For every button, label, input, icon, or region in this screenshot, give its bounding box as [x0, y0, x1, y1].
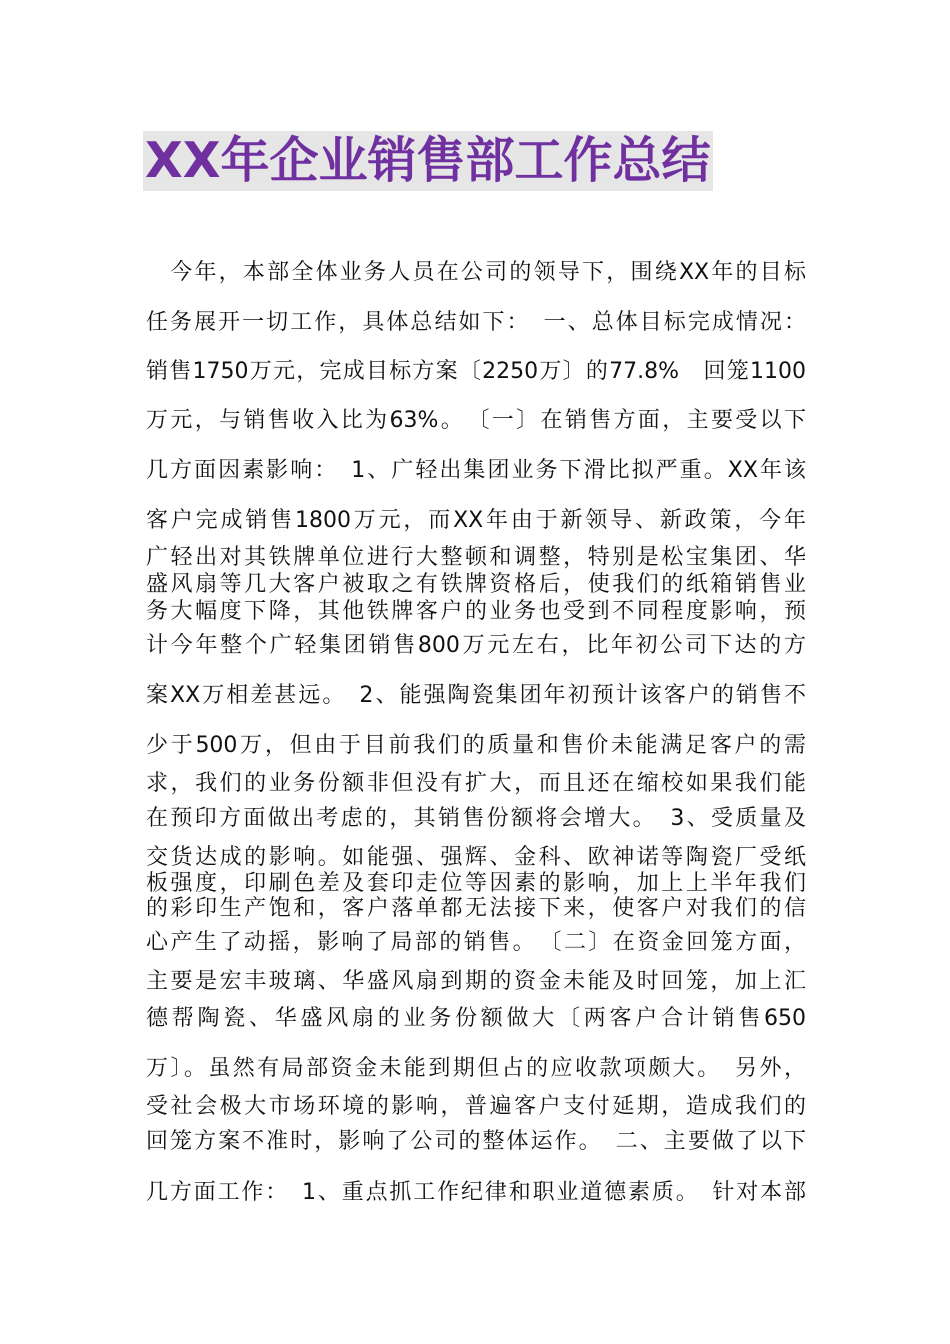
- body-line: 板强度，印刷色差及套印走位等因素的影响，加上上半年我们: [146, 871, 806, 896]
- body-line: 几方面工作： 1、重点抓工作纪律和职业道德素质。 针对本部: [146, 1180, 806, 1205]
- body-line: 德帮陶瓷、华盛风扇的业务份额做大〔两客户合计销售650: [146, 1006, 806, 1031]
- body-line: 在预印方面做出考虑的，其销售份额将会增大。 3、受质量及: [146, 806, 806, 831]
- body-line: 心产生了动摇，影响了局部的销售。 〔二〕在资金回笼方面，: [146, 930, 806, 955]
- body-line: 的彩印生产饱和，客户落单都无法接下来，使客户对我们的信: [146, 896, 806, 921]
- body-line: 销售1750万元，完成目标方案〔2250万〕的77.8% 回笼1100: [146, 359, 806, 384]
- body-line: 盛风扇等几大客户被取之有铁牌资格后，使我们的纸箱销售业: [146, 572, 806, 597]
- body-line: 万〕。虽然有局部资金未能到期但占的应收款项颇大。 另外，: [146, 1056, 806, 1081]
- body-line: 案XX万相差甚远。 2、能强陶瓷集团年初预计该客户的销售不: [146, 683, 806, 708]
- body-line: 任务展开一切工作，具体总结如下： 一、总体目标完成情况：: [146, 310, 806, 335]
- body-line: 计今年整个广轻集团销售800万元左右，比年初公司下达的方: [146, 633, 806, 658]
- body-line: 今年，本部全体业务人员在公司的领导下，围绕XX年的目标: [146, 260, 806, 285]
- body-line: 主要是宏丰玻璃、华盛风扇到期的资金未能及时回笼，加上汇: [146, 969, 806, 994]
- body-line: 广轻出对其铁牌单位进行大整顿和调整，特别是松宝集团、华: [146, 545, 806, 570]
- body-line: 回笼方案不准时，影响了公司的整体运作。 二、主要做了以下: [146, 1129, 806, 1154]
- body-line: 交货达成的影响。如能强、强辉、金科、欧神诺等陶瓷厂受纸: [146, 845, 806, 870]
- body-line: 受社会极大市场环境的影响，普遍客户支付延期，造成我们的: [146, 1094, 806, 1119]
- body-line: 万元，与销售收入比为63%。 〔一〕在销售方面，主要受以下: [146, 408, 806, 433]
- body-line: 几方面因素影响： 1、广轻出集团业务下滑比拟严重。XX年该: [146, 458, 806, 483]
- body-line: 客户完成销售1800万元，而XX年由于新领导、新政策，今年: [146, 508, 806, 533]
- body-line: 少于500万，但由于目前我们的质量和售价未能满足客户的需: [146, 733, 806, 758]
- document-title: XX年企业销售部工作总结: [145, 132, 711, 189]
- body-line: 求，我们的业务份额非但没有扩大，而且还在缩校如果我们能: [146, 771, 806, 796]
- body-line: 务大幅度下降，其他铁牌客户的业务也受到不同程度影响，预: [146, 599, 806, 624]
